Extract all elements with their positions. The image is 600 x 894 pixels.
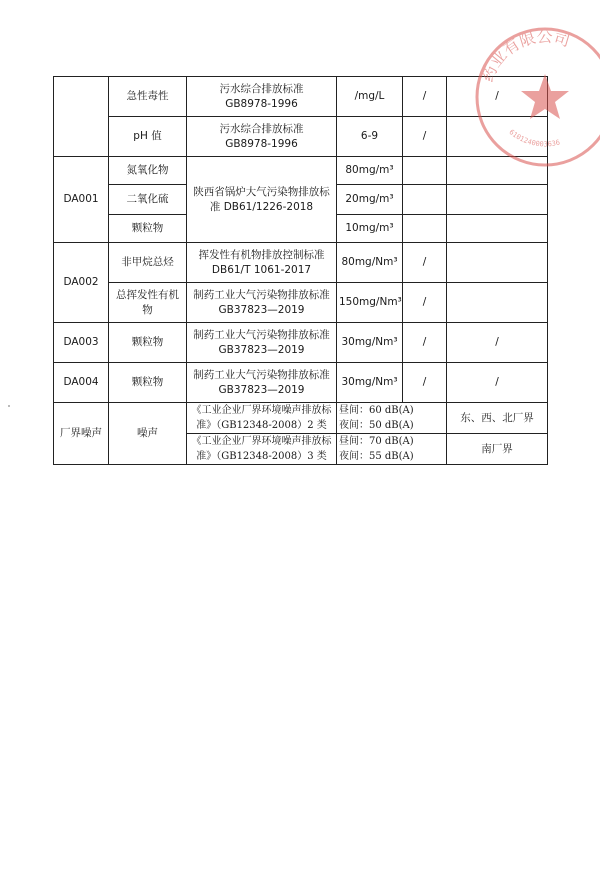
standard-cell (187, 243, 337, 283)
empty-cell (447, 117, 548, 157)
empty-cell (447, 243, 548, 283)
table-row (54, 117, 548, 157)
empty-cell (403, 215, 447, 243)
standard-cell (187, 77, 337, 117)
item-cell: pH 值 (109, 117, 187, 157)
source-cell: DA002 (54, 243, 109, 323)
slash-cell: / (403, 363, 447, 403)
empty-cell (403, 157, 447, 185)
standard-cell: 《工业企业厂界环境噪声排放标准》（GB12348-2008）3 类 (187, 434, 337, 465)
location-cell: 南厂界 (447, 434, 548, 465)
source-cell: DA003 (54, 323, 109, 363)
source-cell: 厂界噪声 (54, 403, 109, 465)
standard-code: GB8978-1996 (225, 97, 298, 110)
standard-line: 制药工业大气污染物排放标准 (193, 368, 330, 381)
night-limit: 夜间：50 dB(A) (339, 420, 414, 431)
table-row (54, 157, 548, 185)
limit-cell (337, 434, 447, 465)
standard-line: 污水综合排放标准 (219, 122, 304, 135)
item-cell: 噪声 (109, 403, 187, 465)
empty-cell (447, 283, 548, 323)
standard-cell (187, 363, 337, 403)
standard-cell (187, 117, 337, 157)
standard-code: GB37823—2019 (218, 343, 305, 356)
item-cell: 颗粒物 (109, 323, 187, 363)
item-cell: 总挥发性有机物 (109, 283, 187, 323)
slash-cell: / (403, 323, 447, 363)
standard-cell: 陕西省锅炉大气污染物排放标准 DB61/1226-2018 (187, 157, 337, 243)
standard-code: DB61/T 1061-2017 (211, 263, 312, 276)
night-limit: 夜间：55 dB(A) (339, 451, 414, 462)
standard-cell (187, 283, 337, 323)
slash-cell: / (403, 283, 447, 323)
standard-cell (187, 323, 337, 363)
day-limit: 昼间：70 dB(A) (339, 436, 414, 447)
standard-cell: 《工业企业厂界环境噪声排放标准》（GB12348-2008）2 类 (187, 403, 337, 434)
table-row (54, 77, 548, 117)
standard-code: GB37823—2019 (218, 303, 305, 316)
limit-cell: 80mg/m³ (337, 157, 403, 185)
item-cell: 氮氧化物 (109, 157, 187, 185)
location-cell: 东、西、北厂界 (447, 403, 548, 434)
table-row (54, 403, 548, 434)
source-cell: DA004 (54, 363, 109, 403)
slash-cell: / (447, 323, 548, 363)
limit-cell: 80mg/Nm³ (337, 243, 403, 283)
standard-line: 挥发性有机物排放控制标准 (198, 248, 325, 261)
emission-standards-table (53, 76, 548, 465)
source-cell: DA001 (54, 157, 109, 243)
limit-cell (337, 403, 447, 434)
standard-line: 制药工业大气污染物排放标准 (193, 288, 330, 301)
day-limit: 昼间：60 dB(A) (339, 405, 414, 416)
slash-cell: / (403, 243, 447, 283)
item-cell: 急性毒性 (109, 77, 187, 117)
table-row (54, 283, 548, 323)
table-row (54, 363, 548, 403)
limit-cell: 150mg/Nm³ (337, 283, 403, 323)
scan-mark (8, 405, 10, 407)
slash-cell: / (403, 117, 447, 157)
standard-code: GB8978-1996 (225, 137, 298, 150)
seal-text: 药业有限公司 (477, 26, 573, 85)
limit-cell: 10mg/m³ (337, 215, 403, 243)
limit-cell: /mg/L (337, 77, 403, 117)
item-cell: 颗粒物 (109, 215, 187, 243)
standard-line: 污水综合排放标准 (219, 82, 304, 95)
item-cell: 非甲烷总烃 (109, 243, 187, 283)
limit-cell: 30mg/Nm³ (337, 323, 403, 363)
slash-cell: / (447, 77, 548, 117)
item-cell: 二氧化硫 (109, 185, 187, 215)
standard-code: GB37823—2019 (218, 383, 305, 396)
limit-cell: 6-9 (337, 117, 403, 157)
slash-cell: / (447, 363, 548, 403)
slash-cell: / (403, 77, 447, 117)
empty-cell (403, 185, 447, 215)
standard-line: 制药工业大气污染物排放标准 (193, 328, 330, 341)
seal-number: 6101240003636 (507, 128, 561, 149)
limit-cell: 30mg/Nm³ (337, 363, 403, 403)
limit-cell: 20mg/m³ (337, 185, 403, 215)
empty-cell (447, 157, 548, 185)
item-cell: 颗粒物 (109, 363, 187, 403)
empty-cell (447, 185, 548, 215)
table-row (54, 243, 548, 283)
empty-cell (447, 215, 548, 243)
table-row (54, 323, 548, 363)
source-cell (54, 77, 109, 157)
